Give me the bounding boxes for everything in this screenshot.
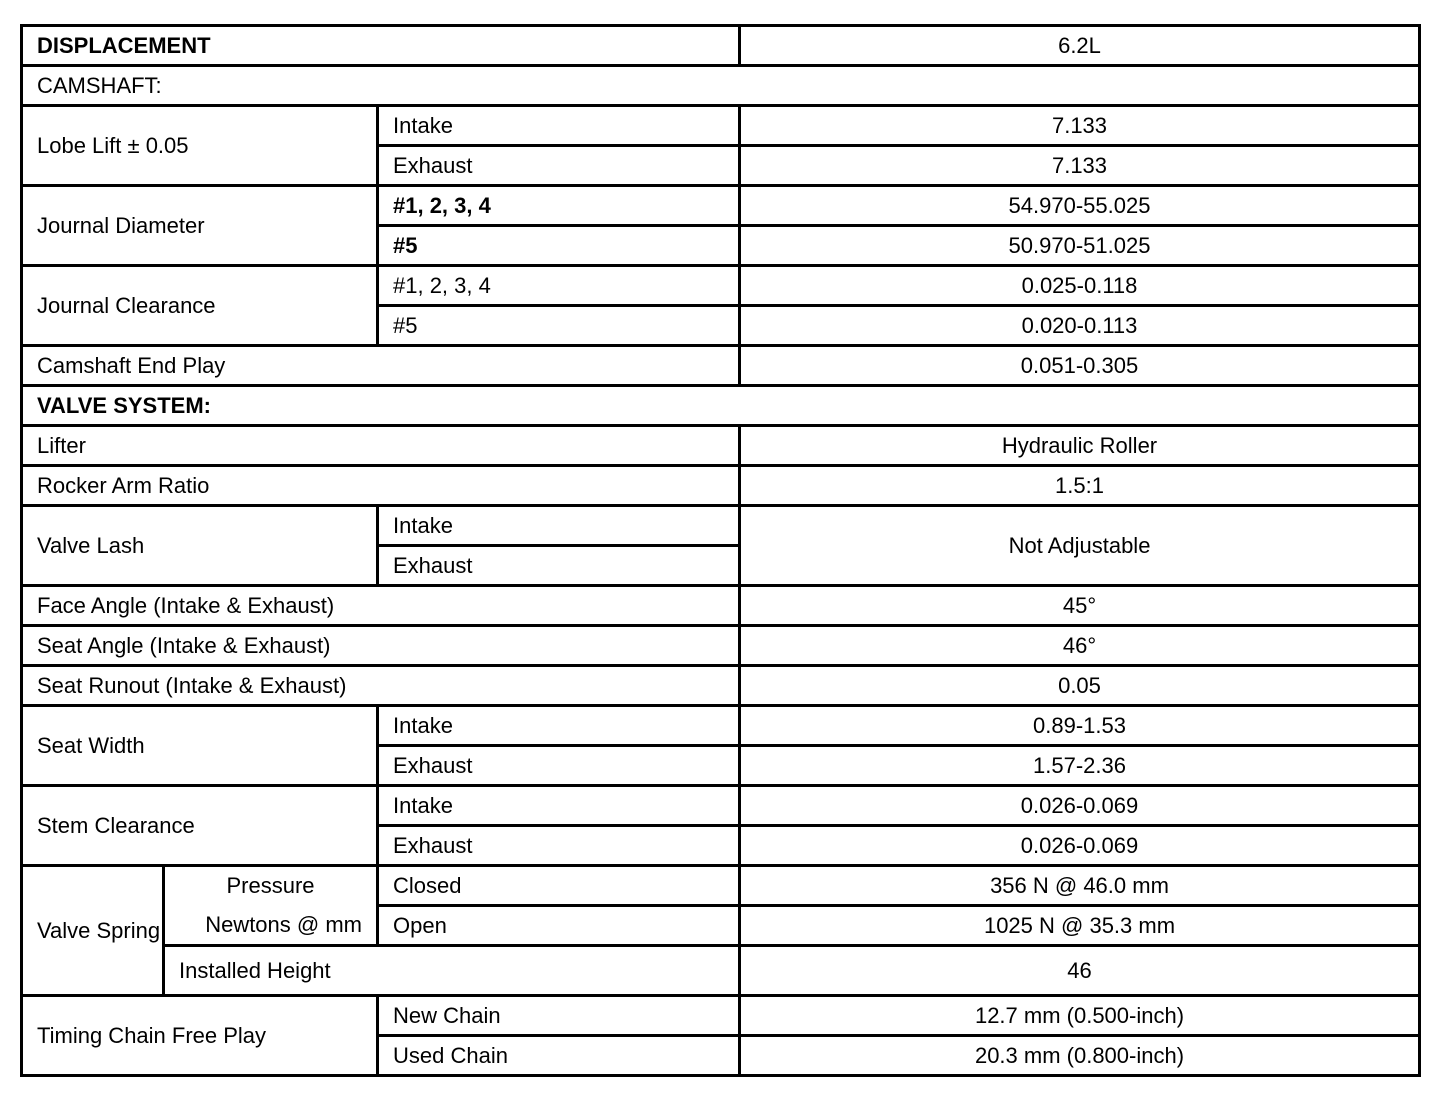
table-row-lobe-lift-intake <box>22 106 1420 146</box>
table-row-journal-diameter-1 <box>22 186 1420 226</box>
valve-spring-pressure-label: Pressure <box>164 866 378 906</box>
face-angle-label: Face Angle (Intake & Exhaust) <box>22 586 740 626</box>
displacement-label: DISPLACEMENT <box>22 26 740 66</box>
timing-chain-new-value: 12.7 mm (0.500-inch) <box>740 996 1420 1036</box>
stem-clearance-exhaust-value: 0.026-0.069 <box>740 826 1420 866</box>
installed-height-label: Installed Height <box>164 946 740 996</box>
table-row-seat-runout <box>22 666 1420 706</box>
face-angle-value: 45° <box>740 586 1420 626</box>
lobe-lift-intake-value: 7.133 <box>740 106 1420 146</box>
stem-clearance-label: Stem Clearance <box>22 786 378 866</box>
journal-diameter-sub2-value: 50.970-51.025 <box>740 226 1420 266</box>
table-row-displacement <box>22 26 1420 66</box>
journal-diameter-sub2: #5 <box>378 226 740 266</box>
lobe-lift-label: Lobe Lift ± 0.05 <box>22 106 378 186</box>
journal-diameter-label: Journal Diameter <box>22 186 378 266</box>
engine-spec-table <box>20 24 1421 1077</box>
journal-diameter-sub1: #1, 2, 3, 4 <box>378 186 740 226</box>
journal-diameter-sub1-value: 54.970-55.025 <box>740 186 1420 226</box>
table-row-valve-system-header <box>22 386 1420 426</box>
valve-spring-open-value: 1025 N @ 35.3 mm <box>740 906 1420 946</box>
table-row-journal-clearance-1 <box>22 266 1420 306</box>
journal-clearance-sub2: #5 <box>378 306 740 346</box>
table-row-stem-clearance-intake <box>22 786 1420 826</box>
table-row-lifter <box>22 426 1420 466</box>
table-row-timing-chain-new <box>22 996 1420 1036</box>
camshaft-section-header: CAMSHAFT: <box>22 66 1420 106</box>
seat-width-exhaust-value: 1.57-2.36 <box>740 746 1420 786</box>
table-row-installed-height <box>22 946 1420 996</box>
table-row-seat-angle <box>22 626 1420 666</box>
journal-clearance-sub1-value: 0.025-0.118 <box>740 266 1420 306</box>
table-row-seat-width-intake <box>22 706 1420 746</box>
camshaft-end-play-value: 0.051-0.305 <box>740 346 1420 386</box>
installed-height-value: 46 <box>740 946 1420 996</box>
valve-system-section-header: VALVE SYSTEM: <box>22 386 1420 426</box>
displacement-value: 6.2L <box>740 26 1420 66</box>
rocker-arm-ratio-value: 1.5:1 <box>740 466 1420 506</box>
stem-clearance-intake-value: 0.026-0.069 <box>740 786 1420 826</box>
lifter-value: Hydraulic Roller <box>740 426 1420 466</box>
valve-lash-intake-label: Intake <box>378 506 740 546</box>
table-row-camshaft-header <box>22 66 1420 106</box>
valve-lash-exhaust-label: Exhaust <box>378 546 740 586</box>
journal-clearance-label: Journal Clearance <box>22 266 378 346</box>
seat-width-intake-label: Intake <box>378 706 740 746</box>
stem-clearance-intake-label: Intake <box>378 786 740 826</box>
valve-spring-label: Valve Spring <box>22 866 164 996</box>
valve-spring-closed-value: 356 N @ 46.0 mm <box>740 866 1420 906</box>
table-row-valve-spring-closed <box>22 866 1420 906</box>
lifter-label: Lifter <box>22 426 740 466</box>
lobe-lift-exhaust-label: Exhaust <box>378 146 740 186</box>
valve-spring-newtons-label: Newtons @ mm <box>164 906 378 946</box>
table-row-rocker-arm-ratio <box>22 466 1420 506</box>
table-row-valve-spring-open <box>22 906 1420 946</box>
seat-angle-value: 46° <box>740 626 1420 666</box>
timing-chain-new-label: New Chain <box>378 996 740 1036</box>
seat-width-intake-value: 0.89-1.53 <box>740 706 1420 746</box>
camshaft-end-play-label: Camshaft End Play <box>22 346 740 386</box>
seat-width-exhaust-label: Exhaust <box>378 746 740 786</box>
seat-runout-value: 0.05 <box>740 666 1420 706</box>
lobe-lift-exhaust-value: 7.133 <box>740 146 1420 186</box>
journal-clearance-sub1: #1, 2, 3, 4 <box>378 266 740 306</box>
table-row-valve-lash-intake <box>22 506 1420 546</box>
lobe-lift-intake-label: Intake <box>378 106 740 146</box>
seat-runout-label: Seat Runout (Intake & Exhaust) <box>22 666 740 706</box>
stem-clearance-exhaust-label: Exhaust <box>378 826 740 866</box>
timing-chain-used-label: Used Chain <box>378 1036 740 1076</box>
valve-lash-label: Valve Lash <box>22 506 378 586</box>
table-row-face-angle <box>22 586 1420 626</box>
journal-clearance-sub2-value: 0.020-0.113 <box>740 306 1420 346</box>
seat-width-label: Seat Width <box>22 706 378 786</box>
valve-spring-closed-label: Closed <box>378 866 740 906</box>
table-row-camshaft-end-play <box>22 346 1420 386</box>
timing-chain-label: Timing Chain Free Play <box>22 996 378 1076</box>
timing-chain-used-value: 20.3 mm (0.800-inch) <box>740 1036 1420 1076</box>
valve-spring-open-label: Open <box>378 906 740 946</box>
rocker-arm-ratio-label: Rocker Arm Ratio <box>22 466 740 506</box>
valve-lash-value: Not Adjustable <box>740 506 1420 586</box>
seat-angle-label: Seat Angle (Intake & Exhaust) <box>22 626 740 666</box>
